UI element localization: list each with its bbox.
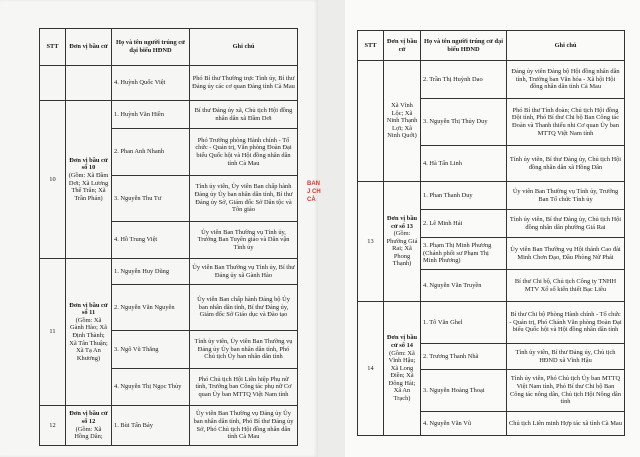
delegate-name: 3. Nguyễn Thu Tư <box>112 176 190 222</box>
left-results-table <box>39 28 298 446</box>
delegate-note: Ủy viên Ban Thường vụ Tỉnh ủy, Trưởng Ban Tổ chức Tỉnh ủy <box>507 182 625 210</box>
unit-title: Đơn vị bầu cử số 13 <box>386 214 418 230</box>
right-results-table <box>357 30 625 436</box>
delegate-name: 1. Phan Thanh Duy <box>421 182 507 210</box>
unit-detail: (Gồm: Xã Hồng Dân; <box>74 425 103 441</box>
delegate-name: 2. Trương Thanh Nhã <box>421 344 507 370</box>
unit-cell: Xã Vĩnh Lộc; Xã Ninh Thạnh Lợi; Xã Ninh Quới) <box>384 61 421 182</box>
stamp-text: BAN <box>307 181 320 187</box>
delegate-note: Tỉnh ủy viên, Phó Chủ tịch Ủy ban MTTQ Việt Nam tỉnh, Phó Bí thư Chi bộ Ban Công tác nông dân, Chủ tịch Hội Nông dân tỉnh <box>507 370 625 412</box>
table-row <box>40 101 298 129</box>
delegate-note: Ủy viên Ban Thường vụ Tỉnh ủy, Bí thư Đảng ủy xã Gành Hào <box>190 259 298 285</box>
delegate-name: 3. Ngô Vũ Thăng <box>112 331 190 369</box>
delegate-note: Ủy viên Ban Thường vụ Đảng ủy Ủy ban nhân dân tỉnh, Phó Bí thư Đảng ủy Sở, Phó Chủ tịch Hội đồng nhân dân tỉnh Cà Mau <box>190 406 298 446</box>
delegate-name: 2. Phan Anh Nhanh <box>112 129 190 176</box>
page-gutter <box>318 0 345 457</box>
stt-cell: 12 <box>40 406 66 446</box>
delegate-note: Tỉnh ủy viên, Bí thư Đảng ủy, Chủ tịch HĐND xã Vĩnh Hậu <box>507 344 625 370</box>
delegate-note: Ủy viên Ban Thường vụ Hội thánh Cao đài Minh Chơn Đạo, Đầu Phòng Nữ Phái <box>507 238 625 270</box>
delegate-name: 3. Nguyễn Thị Thủy Duy <box>421 99 507 146</box>
stt-cell: 10 <box>40 101 66 259</box>
unit-detail: (Gồm: Phường Giá Rai; Xã Phong Thạnh) <box>386 230 418 268</box>
delegate-note: Tỉnh ủy viên, Bí thư Đảng ủy, Chủ tịch Hội đồng nhân dân phường Giá Rai <box>507 210 625 238</box>
delegate-note: Ủy viên Ban chấp hành Đảng bộ Ủy ban nhân dân tỉnh, Bí thư Đảng ủy, Giám đốc Sở Giáo dục và Đào tạo <box>190 285 298 331</box>
delegate-note: Phó Trưởng phòng Hành chính - Tổ chức - Quản trị, Văn phòng Đoàn Đại biểu Quốc hội và Hội đồng nhân dân tỉnh Cà Mau <box>190 129 298 176</box>
delegate-name: 2. Lê Minh Hải <box>421 210 507 238</box>
table-row <box>40 406 298 446</box>
table-header-row <box>40 29 298 66</box>
header-stt: STT <box>358 31 384 61</box>
header-unit: Đơn vị bầu cử <box>66 29 112 66</box>
delegate-note: Tỉnh ủy viên, Ủy viên Ban Thường vụ Đảng ủy Ủy ban nhân dân tỉnh, Phó Chủ tịch Ủy ban nhân dân tỉnh <box>190 331 298 369</box>
left-page <box>0 0 318 457</box>
delegate-note: Tỉnh ủy viên, Bí thư Đảng ủy, Chủ tịch Hội đồng nhân dân xã Hồng Dân <box>507 146 625 182</box>
delegate-name: 4. Hà Tấn Linh <box>421 146 507 182</box>
unit-title: Đơn vị bầu cử số 12 <box>69 410 108 425</box>
delegate-note: Ủy viên Ban Thường vụ Tỉnh ủy, Trưởng Ban Tuyên giáo và Dân vận Tỉnh ủy <box>190 222 298 259</box>
table-row <box>40 259 298 285</box>
delegate-name: 3. Phạm Thị Minh Phương (Chánh phối sư Phạm Thị Minh Phương) <box>421 238 507 270</box>
unit-title: Đơn vị bầu cử số 14 <box>386 334 418 349</box>
delegate-note: Phó Bí thư Thường trực Tỉnh ủy, Bí thư Đảng ủy các cơ quan Đảng tỉnh Cà Mau <box>190 66 298 101</box>
stt-cell: 13 <box>358 182 384 302</box>
delegate-name: 4. Hồ Trung Việt <box>112 222 190 259</box>
delegate-note: Bí thư Chi bộ, Chủ tịch Công ty TNHH MTV Xổ số kiến thiết Bạc Liêu <box>507 270 625 302</box>
delegate-name: 4. Nguyễn Thị Ngọc Thủy <box>112 369 190 406</box>
delegate-name: 1. Huỳnh Văn Hiền <box>112 101 190 129</box>
delegate-name: 4. Huỳnh Quốc Việt <box>112 66 190 101</box>
table-row <box>40 66 298 101</box>
header-note: Ghi chú <box>190 29 298 66</box>
header-stt: STT <box>40 29 66 66</box>
delegate-name: 1. Bùi Tấn Bảy <box>112 406 190 446</box>
unit-detail: (Gồm: Xã Đầm Dơi; Xã Lương Thế Trân; Xã Trần Phán) <box>68 171 109 202</box>
table-row <box>358 61 625 99</box>
unit-cell <box>66 406 112 446</box>
unit-title: Đơn vị bầu cử số 11 <box>69 301 108 317</box>
delegate-note: Phó Bí thư Tỉnh đoàn; Chủ tịch Hội đồng Đội tỉnh, Phó Bí thư Chi bộ Ban Công tác Đoàn và Thanh thiếu nhi Cơ quan Ủy ban MTTQ Việt Nam tỉnh <box>507 99 625 146</box>
table-header-row <box>358 31 625 61</box>
stamp-text: CÀ <box>307 197 316 203</box>
header-note: Ghi chú <box>507 31 625 61</box>
unit-cell <box>66 101 112 259</box>
delegate-note: Bí thư Đảng ủy xã, Chủ tịch Hội đồng nhân dân xã Đầm Dơi <box>190 101 298 129</box>
empty-cell <box>66 66 112 101</box>
table-row <box>358 302 625 344</box>
unit-cell <box>384 182 421 302</box>
unit-title: Đơn vị bầu cử số 10 <box>69 156 108 172</box>
header-name: Họ và tên người trúng cử đại biểu HĐND <box>421 31 507 61</box>
right-page <box>345 0 640 457</box>
delegate-name: 2. Nguyễn Văn Nguyên <box>112 285 190 331</box>
unit-cell <box>66 259 112 406</box>
delegate-note: Tỉnh ủy viên, Ủy viên Ban chấp hành Đảng ủy Ủy ban nhân dân tỉnh, Bí thư Đảng ủy Sở, Giám đốc Sở Dân tộc và Tôn giáo <box>190 176 298 222</box>
header-name: Họ và tên người trúng cử đại biểu HĐND <box>112 29 190 66</box>
empty-cell <box>40 66 66 101</box>
unit-cell <box>384 302 421 436</box>
delegate-name: 4. Nguyễn Văn Truyền <box>421 270 507 302</box>
delegate-name: 3. Nguyễn Hoàng Thoại <box>421 370 507 412</box>
delegate-name: 4. Nguyễn Văn Vũ <box>421 412 507 436</box>
red-stamp <box>307 180 327 204</box>
stamp-text: J CH <box>307 189 321 195</box>
delegate-note: Chủ tịch Liên minh Hợp tác xã tỉnh Cà Mau <box>507 412 625 436</box>
unit-detail: (Gồm: Xã Gành Hào; Xã Định Thành; Xã Tân Thuận; Xã Tạ An Khương) <box>69 316 108 362</box>
delegate-name: 1. Tô Văn Ghel <box>421 302 507 344</box>
stt-cell: 14 <box>358 302 384 436</box>
empty-cell <box>358 61 384 182</box>
unit-detail: (Gồm: Xã Vĩnh Hậu; Xã Long Điền; Xã Đông Hải; Xã An Trạch) <box>388 349 416 403</box>
delegate-note: Phó Chủ tịch Hội Liên hiệp Phụ nữ tỉnh, Trưởng ban Công tác phụ nữ Cơ quan Ủy ban MTTQ Việt Nam tỉnh <box>190 369 298 406</box>
stt-cell: 11 <box>40 259 66 406</box>
header-unit: Đơn vị bầu cử <box>384 31 421 61</box>
delegate-name: 1. Nguyễn Huy Dũng <box>112 259 190 285</box>
table-row <box>358 182 625 210</box>
delegate-name: 2. Trần Thị Huỳnh Dao <box>421 61 507 99</box>
delegate-note: Đảng ủy viên Đảng bộ Hội đồng nhân dân tỉnh, Trưởng ban Văn hóa - Xã hội Hội đồng nhân dân tỉnh Cà Mau <box>507 61 625 99</box>
delegate-note: Bí thư Chi bộ Phòng Hành chính - Tổ chức - Quản trị, Phó Chánh Văn phòng Đoàn Đại biểu Quốc hội và Hội đồng nhân dân tỉnh <box>507 302 625 344</box>
